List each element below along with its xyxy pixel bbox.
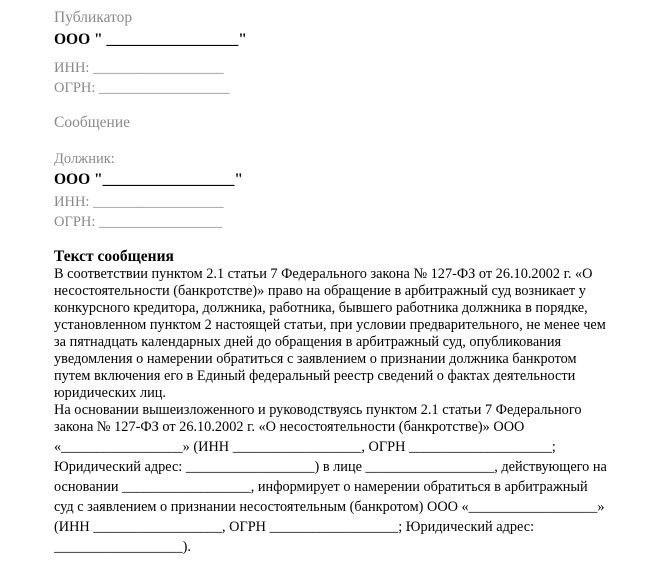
message-text-line: юридических лиц.: [54, 385, 166, 401]
message-text-line: __________________).: [54, 539, 192, 555]
message-text-line: несостоятельности (банкротстве)» право на обращение в арбитражный суд возникает у: [54, 283, 586, 299]
message-text-heading: Текст сообщения: [54, 248, 174, 265]
message-text-line: В соответствии пунктом 2.1 статьи 7 Федерального закона № 127-ФЗ от 26.10.2002 г. «О: [54, 266, 593, 282]
message-label: Сообщение: [54, 114, 131, 131]
message-text-line: за пятнадцать календарных дней до обращения в арбитражный суд, опубликования: [54, 334, 562, 350]
debtor-label: Должник:: [54, 151, 115, 167]
debtor-org-line: ООО "_________________": [54, 171, 244, 188]
publisher-ogrn-line: ОГРН: __________________: [54, 80, 230, 96]
debtor-inn-line: ИНН: __________________: [54, 194, 224, 210]
message-text-line: установленном пунктом 2 настоящей статьи, при условии предварительного, не менее чем: [54, 317, 606, 333]
debtor-ogrn-line: ОГРН: _________________: [54, 214, 223, 230]
message-text-line: основании __________________, информирует о намерении обратиться в арбитражный: [54, 479, 588, 495]
message-text-line: Юридический адрес: __________________) в лице __________________, действующего на: [54, 459, 607, 475]
message-text-line: закона № 127-ФЗ от 26.10.2002 г. «О несостоятельности (банкротстве)» ООО: [54, 419, 525, 435]
message-text-line: уведомления о намерении обратиться с заявлением о признании должника банкротом: [54, 351, 577, 367]
publisher-label: Публикатор: [54, 9, 133, 26]
message-text-line: (ИНН __________________, ОГРН __________________; Юридический адрес:: [54, 519, 535, 535]
message-text-line: путем включения его в Единый федеральный реестр сведений о фактах деятельности: [54, 368, 576, 384]
message-text-line: На основании вышеизложенного и руководствуясь пунктом 2.1 статьи 7 Федерального: [54, 402, 582, 418]
message-text-line: конкурсного кредитора, должника, работника, бывшего работника должника в порядке,: [54, 300, 588, 316]
publisher-org-line: ООО " _________________": [54, 31, 247, 48]
publisher-inn-line: ИНН: __________________: [54, 60, 224, 76]
message-text-line: суд с заявлением о признании несостоятельным (банкротом) ООО «__________________»: [54, 499, 605, 515]
message-text-line: «_________________» (ИНН __________________, ОГРН ____________________;: [54, 439, 556, 455]
